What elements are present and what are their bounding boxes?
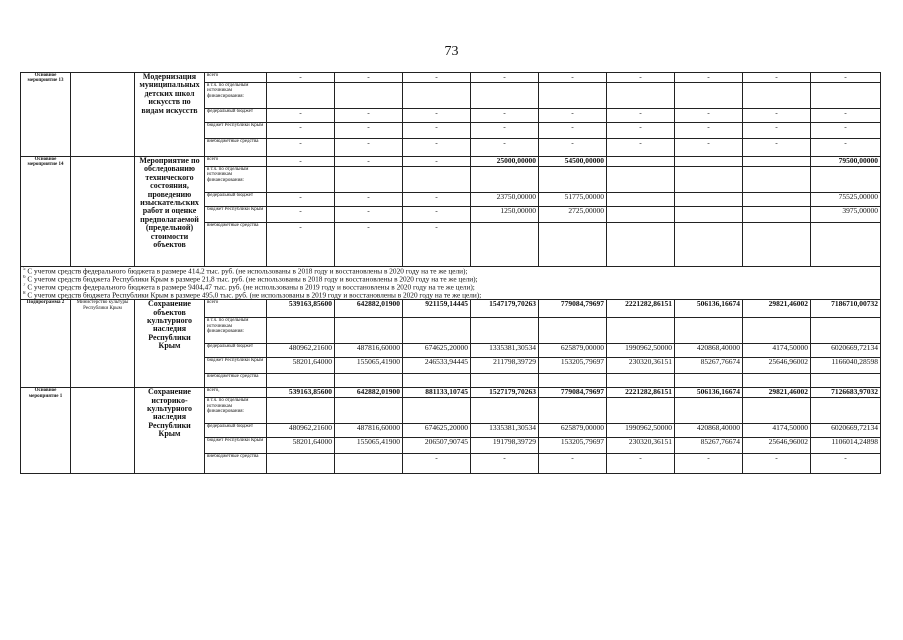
value-cell: - bbox=[335, 73, 403, 83]
value-cell: 1990962,50000 bbox=[607, 344, 675, 358]
value-cell bbox=[267, 454, 335, 474]
funding-source: внебюджетные средства bbox=[205, 139, 267, 157]
value-cell: 539163,85600 bbox=[267, 388, 335, 398]
value-cell: 1250,00000 bbox=[471, 207, 539, 223]
measure-title: Модернизация муниципальных детских школ искусств по видам искусств bbox=[135, 73, 205, 157]
table-body bbox=[21, 73, 881, 474]
row-code: Основное мероприятие 1 bbox=[21, 388, 71, 474]
row-code: Основное мероприятие 14 bbox=[21, 157, 71, 267]
value-cell: 674625,20000 bbox=[403, 424, 471, 438]
value-cell: 85267,76674 bbox=[675, 438, 743, 454]
value-cell bbox=[811, 374, 881, 388]
value-cell bbox=[607, 318, 675, 344]
measure-title: Сохранение историко-культурного наследия Республики Крым bbox=[135, 388, 205, 474]
value-cell: - bbox=[335, 193, 403, 207]
value-cell: 2221282,86151 bbox=[607, 388, 675, 398]
value-cell bbox=[811, 398, 881, 424]
value-cell: 25646,96002 bbox=[743, 358, 811, 374]
value-cell: - bbox=[403, 109, 471, 123]
value-cell bbox=[743, 207, 811, 223]
budget-table bbox=[20, 72, 881, 474]
value-cell: - bbox=[335, 157, 403, 167]
value-cell: 1106014,24898 bbox=[811, 438, 881, 454]
value-cell: 539163,85600 bbox=[267, 300, 335, 318]
value-cell: 487816,60000 bbox=[335, 424, 403, 438]
value-cell: - bbox=[335, 123, 403, 139]
value-cell: 2725,00000 bbox=[539, 207, 607, 223]
value-cell bbox=[539, 374, 607, 388]
funding-source: в т.ч. по отдельным источникам финансирования: bbox=[205, 167, 267, 193]
funding-source: внебюджетные средства bbox=[205, 454, 267, 474]
table-row bbox=[21, 300, 881, 318]
value-cell: 1547179,70263 bbox=[471, 300, 539, 318]
value-cell bbox=[675, 398, 743, 424]
measure-title: Мероприятие по обследованию технического состояния, проведению изыскательских работ и оценке предполагаемой (предельной) стоимости объектов bbox=[135, 157, 205, 267]
table-row bbox=[21, 157, 881, 167]
value-cell bbox=[811, 167, 881, 193]
value-cell bbox=[471, 318, 539, 344]
value-cell bbox=[471, 167, 539, 193]
value-cell bbox=[403, 318, 471, 344]
value-cell bbox=[539, 318, 607, 344]
value-cell bbox=[335, 454, 403, 474]
value-cell: - bbox=[403, 223, 471, 267]
value-cell bbox=[335, 167, 403, 193]
value-cell bbox=[267, 167, 335, 193]
value-cell: - bbox=[403, 73, 471, 83]
value-cell: - bbox=[811, 454, 881, 474]
value-cell: 480962,21600 bbox=[267, 424, 335, 438]
value-cell: 54500,00000 bbox=[539, 157, 607, 167]
footnote-mark: 7 bbox=[23, 283, 26, 289]
measure-title: Сохранение объектов культурного наследия Республики Крым bbox=[135, 300, 205, 388]
value-cell: 75525,00000 bbox=[811, 193, 881, 207]
funding-source: внебюджетные средства bbox=[205, 374, 267, 388]
value-cell bbox=[471, 223, 539, 267]
value-cell: 779084,79697 bbox=[539, 300, 607, 318]
value-cell bbox=[403, 167, 471, 193]
value-cell: - bbox=[471, 73, 539, 83]
value-cell bbox=[539, 223, 607, 267]
value-cell: - bbox=[539, 139, 607, 157]
value-cell bbox=[607, 223, 675, 267]
executor-cell bbox=[71, 73, 135, 157]
value-cell bbox=[335, 398, 403, 424]
funding-source: федеральный бюджет bbox=[205, 344, 267, 358]
value-cell bbox=[743, 157, 811, 167]
value-cell: 153205,79697 bbox=[539, 438, 607, 454]
executor-cell bbox=[71, 157, 135, 267]
value-cell: 1990962,50000 bbox=[607, 424, 675, 438]
value-cell bbox=[471, 398, 539, 424]
funding-source: бюджет Республики Крым bbox=[205, 123, 267, 139]
value-cell: - bbox=[675, 454, 743, 474]
value-cell: - bbox=[403, 454, 471, 474]
value-cell bbox=[607, 374, 675, 388]
value-cell: 6020669,72134 bbox=[811, 344, 881, 358]
value-cell bbox=[403, 83, 471, 109]
value-cell bbox=[675, 167, 743, 193]
value-cell bbox=[539, 167, 607, 193]
value-cell: - bbox=[267, 123, 335, 139]
funding-source: бюджет Республики Крым bbox=[205, 358, 267, 374]
value-cell: 7186710,00732 bbox=[811, 300, 881, 318]
footnote-mark: 6 bbox=[23, 275, 26, 281]
value-cell: - bbox=[403, 207, 471, 223]
value-cell: 506136,16674 bbox=[675, 300, 743, 318]
value-cell: - bbox=[471, 109, 539, 123]
value-cell: 230320,36151 bbox=[607, 438, 675, 454]
value-cell: 4174,50000 bbox=[743, 344, 811, 358]
value-cell: 7126683,97032 bbox=[811, 388, 881, 398]
funding-source: внебюджетные средства bbox=[205, 223, 267, 267]
footnote-text: С учетом средств бюджета Республики Крым в размере 21,8 тыс. руб. (не использованы в 2018 году и восстановлены в 2020 году на те же цели); bbox=[25, 275, 478, 284]
footnote bbox=[21, 291, 881, 300]
value-cell: 625879,00000 bbox=[539, 344, 607, 358]
value-cell: 1166040,28598 bbox=[811, 358, 881, 374]
funding-source: в т.ч. по отдельным источникам финансирования: bbox=[205, 83, 267, 109]
footnote-text: С учетом средств федерального бюджета в размере 9404,47 тыс. руб. (не использованы в 2019 году и восстановлены в 2020 году на те же цели); bbox=[25, 283, 475, 292]
value-cell bbox=[675, 223, 743, 267]
value-cell: - bbox=[267, 193, 335, 207]
value-cell: - bbox=[267, 73, 335, 83]
value-cell: 1335381,30534 bbox=[471, 344, 539, 358]
value-cell: - bbox=[403, 139, 471, 157]
value-cell: - bbox=[743, 109, 811, 123]
footnote bbox=[21, 267, 881, 276]
funding-source: всего bbox=[205, 157, 267, 167]
value-cell: - bbox=[539, 454, 607, 474]
value-cell: 3975,00000 bbox=[811, 207, 881, 223]
value-cell: 420868,40000 bbox=[675, 424, 743, 438]
value-cell: - bbox=[335, 223, 403, 267]
value-cell: - bbox=[743, 454, 811, 474]
value-cell: - bbox=[539, 109, 607, 123]
value-cell bbox=[539, 398, 607, 424]
funding-source: всего bbox=[205, 73, 267, 83]
value-cell: 85267,76674 bbox=[675, 358, 743, 374]
value-cell: 674625,20000 bbox=[403, 344, 471, 358]
value-cell: - bbox=[267, 157, 335, 167]
value-cell bbox=[607, 157, 675, 167]
value-cell bbox=[743, 193, 811, 207]
value-cell: 58201,64000 bbox=[267, 358, 335, 374]
value-cell: 642882,01900 bbox=[335, 388, 403, 398]
value-cell: - bbox=[471, 454, 539, 474]
value-cell: 25000,00000 bbox=[471, 157, 539, 167]
value-cell bbox=[267, 374, 335, 388]
value-cell bbox=[403, 398, 471, 424]
value-cell: - bbox=[811, 73, 881, 83]
value-cell bbox=[403, 374, 471, 388]
value-cell: 246533,94445 bbox=[403, 358, 471, 374]
value-cell bbox=[607, 207, 675, 223]
value-cell bbox=[743, 167, 811, 193]
value-cell: - bbox=[403, 193, 471, 207]
value-cell: 506136,16674 bbox=[675, 388, 743, 398]
value-cell bbox=[675, 318, 743, 344]
value-cell: - bbox=[267, 109, 335, 123]
value-cell: - bbox=[607, 123, 675, 139]
funding-source: федеральный бюджет bbox=[205, 109, 267, 123]
value-cell: - bbox=[811, 139, 881, 157]
value-cell: - bbox=[403, 157, 471, 167]
table-row bbox=[21, 388, 881, 398]
value-cell: 6020669,72134 bbox=[811, 424, 881, 438]
funding-source: всего bbox=[205, 300, 267, 318]
value-cell: 881133,10745 bbox=[403, 388, 471, 398]
value-cell: 206507,90745 bbox=[403, 438, 471, 454]
footnote bbox=[21, 275, 881, 283]
value-cell bbox=[675, 83, 743, 109]
value-cell bbox=[811, 223, 881, 267]
value-cell bbox=[607, 398, 675, 424]
value-cell bbox=[335, 318, 403, 344]
value-cell: - bbox=[675, 123, 743, 139]
value-cell: - bbox=[335, 109, 403, 123]
value-cell bbox=[267, 398, 335, 424]
funding-source: всего, bbox=[205, 388, 267, 398]
footnote-text: С учетом средств бюджета Республики Крым в размере 495,0 тыс. руб. (не использованы в 2019 году и восстановлены в 2020 году на те же цели); bbox=[25, 291, 482, 300]
value-cell: 2221282,86151 bbox=[607, 300, 675, 318]
footnote-mark: 8 bbox=[23, 291, 26, 297]
value-cell bbox=[539, 83, 607, 109]
value-cell: - bbox=[267, 139, 335, 157]
funding-source: в т.ч. по отдельным источникам финансирования: bbox=[205, 318, 267, 344]
value-cell bbox=[811, 318, 881, 344]
table-row bbox=[21, 73, 881, 83]
value-cell: 155065,41900 bbox=[335, 358, 403, 374]
value-cell: - bbox=[471, 139, 539, 157]
value-cell: - bbox=[471, 123, 539, 139]
executor-cell bbox=[71, 388, 135, 474]
value-cell: - bbox=[607, 454, 675, 474]
value-cell: 51775,00000 bbox=[539, 193, 607, 207]
value-cell bbox=[607, 167, 675, 193]
value-cell: 23750,00000 bbox=[471, 193, 539, 207]
value-cell bbox=[471, 374, 539, 388]
value-cell: 29821,46002 bbox=[743, 300, 811, 318]
value-cell: - bbox=[335, 207, 403, 223]
value-cell: - bbox=[811, 109, 881, 123]
value-cell: - bbox=[607, 109, 675, 123]
value-cell bbox=[743, 374, 811, 388]
value-cell bbox=[675, 207, 743, 223]
value-cell: 155065,41900 bbox=[335, 438, 403, 454]
row-code: Основное мероприятие 13 bbox=[21, 73, 71, 157]
value-cell: 642882,01900 bbox=[335, 300, 403, 318]
footnote-row bbox=[21, 283, 881, 291]
value-cell: 211798,39729 bbox=[471, 358, 539, 374]
executor-cell: Министерство культуры Республики Крым bbox=[71, 300, 135, 388]
page-number: 73 bbox=[444, 44, 459, 59]
footnote bbox=[21, 283, 881, 291]
value-cell: - bbox=[675, 109, 743, 123]
value-cell: - bbox=[403, 123, 471, 139]
value-cell: 153205,79697 bbox=[539, 358, 607, 374]
value-cell bbox=[335, 83, 403, 109]
funding-source: в т.ч. по отдельным источникам финансирования: bbox=[205, 398, 267, 424]
value-cell: - bbox=[743, 139, 811, 157]
row-code: Подпрограмма 2 bbox=[21, 300, 71, 388]
value-cell: 420868,40000 bbox=[675, 344, 743, 358]
value-cell: 921159,14445 bbox=[403, 300, 471, 318]
value-cell: - bbox=[335, 139, 403, 157]
footnote-mark: 5 bbox=[23, 267, 26, 272]
value-cell: 625879,00000 bbox=[539, 424, 607, 438]
value-cell: 1527179,70263 bbox=[471, 388, 539, 398]
value-cell: 191798,39729 bbox=[471, 438, 539, 454]
value-cell bbox=[607, 193, 675, 207]
footnote-row bbox=[21, 291, 881, 300]
value-cell bbox=[743, 83, 811, 109]
value-cell: 4174,50000 bbox=[743, 424, 811, 438]
value-cell bbox=[811, 83, 881, 109]
value-cell bbox=[267, 318, 335, 344]
funding-source: бюджет Республики Крым bbox=[205, 438, 267, 454]
value-cell: 1335381,30534 bbox=[471, 424, 539, 438]
value-cell: - bbox=[539, 123, 607, 139]
value-cell: - bbox=[675, 73, 743, 83]
funding-source: федеральный бюджет bbox=[205, 193, 267, 207]
funding-source: бюджет Республики Крым bbox=[205, 207, 267, 223]
value-cell bbox=[607, 83, 675, 109]
value-cell: 25646,96002 bbox=[743, 438, 811, 454]
value-cell: 230320,36151 bbox=[607, 358, 675, 374]
value-cell bbox=[743, 223, 811, 267]
footnote-text: С учетом средств федерального бюджета в размере 414,2 тыс. руб. (не использованы в 2018 году и восстановлены в 2020 году на те же цели); bbox=[25, 266, 468, 276]
value-cell: - bbox=[675, 139, 743, 157]
value-cell: 487816,60000 bbox=[335, 344, 403, 358]
value-cell: 480962,21600 bbox=[267, 344, 335, 358]
value-cell bbox=[471, 83, 539, 109]
value-cell: - bbox=[743, 123, 811, 139]
value-cell bbox=[743, 398, 811, 424]
value-cell: - bbox=[743, 73, 811, 83]
value-cell: 29821,46002 bbox=[743, 388, 811, 398]
value-cell bbox=[335, 374, 403, 388]
value-cell: - bbox=[607, 139, 675, 157]
value-cell bbox=[675, 374, 743, 388]
value-cell: - bbox=[267, 223, 335, 267]
value-cell: 58201,64000 bbox=[267, 438, 335, 454]
value-cell: - bbox=[607, 73, 675, 83]
value-cell: - bbox=[539, 73, 607, 83]
footnote-row bbox=[21, 275, 881, 283]
value-cell: 79500,00000 bbox=[811, 157, 881, 167]
value-cell: - bbox=[267, 207, 335, 223]
value-cell bbox=[743, 318, 811, 344]
value-cell bbox=[675, 157, 743, 167]
value-cell bbox=[267, 83, 335, 109]
value-cell: - bbox=[811, 123, 881, 139]
footnote-row bbox=[21, 267, 881, 276]
value-cell: 779084,79697 bbox=[539, 388, 607, 398]
funding-source: федеральный бюджет bbox=[205, 424, 267, 438]
value-cell bbox=[675, 193, 743, 207]
